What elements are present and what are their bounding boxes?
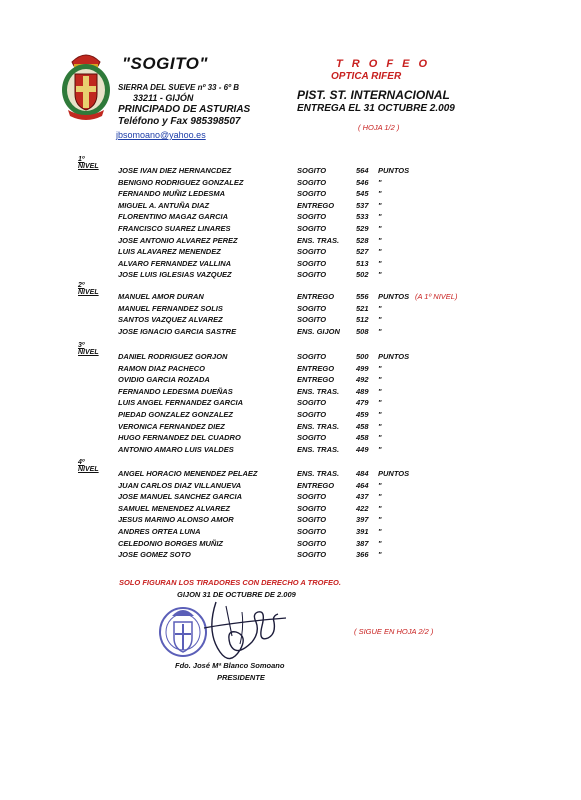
shooter-unit: " [378, 224, 382, 233]
shooter-score: 556 [356, 292, 369, 301]
shooter-club: SOGITO [297, 247, 327, 257]
shooter-unit: " [378, 258, 382, 268]
shooter-name: ANDRES ORTEA LUNA [118, 527, 201, 536]
result-row [0, 527, 581, 538]
shooter-club: SOGITO [297, 258, 327, 268]
club-name: "SOGITO" [122, 54, 208, 73]
shooter-score: 397 [356, 515, 369, 525]
shooter-club: ENS. GIJON [297, 326, 340, 336]
shooter-club: SOGITO [297, 303, 327, 313]
shooter-club: SOGITO [297, 398, 327, 408]
shooter-score: 545 [356, 189, 369, 199]
shooter-unit: " [378, 527, 382, 536]
address-postcode: 33211 - GIJÓN [133, 93, 194, 103]
result-row [0, 315, 581, 326]
shooter-name: MIGUEL A. ANTUÑA DIAZ [118, 200, 210, 210]
shooter-club: ENTREGO [297, 480, 335, 490]
shooter-name: JOSE ANTONIO ALVAREZ PEREZ [118, 235, 238, 245]
shooter-unit: " [378, 235, 382, 245]
shooter-club: SOGITO [297, 492, 327, 502]
result-row [0, 292, 581, 303]
shooter-club: SOGITO [297, 315, 327, 325]
sheet-number: ( HOJA 1/2 ) [358, 123, 400, 132]
shooter-club: SOGITO [297, 212, 327, 222]
shooter-score: 521 [356, 303, 369, 313]
shooter-name: JESUS MARINO ALONSO AMOR [118, 515, 234, 525]
shooter-unit: " [378, 375, 382, 385]
shooter-score: 564 [356, 166, 369, 175]
shooter-club: ENTREGO [297, 363, 335, 373]
shooter-unit: " [378, 503, 382, 513]
shooter-score: 537 [356, 200, 369, 210]
shooter-score: 528 [356, 235, 369, 245]
email-link[interactable]: jbsomoano@yahoo.es [116, 130, 206, 140]
result-row [0, 166, 581, 177]
signature [196, 592, 296, 672]
shooter-name: JOSE GOMEZ SOTO [118, 550, 191, 560]
shooter-score: 449 [356, 444, 369, 454]
shooter-club: SOGITO [297, 538, 327, 548]
level-heading: 1º NIVEL [78, 156, 99, 170]
signatory-role: PRESIDENTE [217, 673, 265, 682]
shooter-name: FERNANDO LEDESMA DUEÑAS [118, 386, 233, 396]
event-date: ENTREGA EL 31 OCTUBRE 2.009 [297, 103, 455, 114]
shooter-name: CELEDONIO BORGES MUÑIZ [118, 538, 224, 548]
shooter-unit: " [378, 270, 382, 280]
club-crest-logo [58, 48, 114, 122]
shooter-name: JOSE IGNACIO GARCIA SASTRE [118, 326, 237, 336]
shooter-score: 391 [356, 527, 369, 536]
shooter-score: 459 [356, 410, 369, 419]
shooter-unit: " [378, 398, 382, 408]
shooter-unit: " [378, 303, 382, 313]
shooter-name: PIEDAD GONZALEZ GONZALEZ [118, 410, 233, 419]
shooter-name: SANTOS VAZQUEZ ALVAREZ [118, 315, 223, 325]
shooter-unit: " [378, 433, 382, 443]
result-row [0, 201, 581, 212]
shooter-name: BENIGNO RODRIGUEZ GONZALEZ [118, 177, 244, 187]
trophy-sponsor: OPTICA RIFER [331, 71, 402, 82]
result-row [0, 398, 581, 409]
shooter-unit: " [378, 410, 382, 419]
shooter-club: ENS. TRAS. [297, 386, 340, 396]
shooter-score: 529 [356, 224, 369, 233]
result-row [0, 504, 581, 515]
shooter-score: 499 [356, 363, 369, 373]
shooter-unit: PUNTOS [378, 352, 410, 361]
result-row [0, 550, 581, 561]
address-region: PRINCIPADO DE ASTURIAS [118, 104, 251, 115]
result-row [0, 387, 581, 398]
trophy-heading: T R O F E O [336, 58, 431, 70]
shooter-name: JUAN CARLOS DIAZ VILLANUEVA [118, 480, 242, 490]
shooter-score: 500 [356, 352, 369, 361]
shooter-score: 387 [356, 538, 369, 548]
result-row [0, 445, 581, 456]
shooter-club: SOGITO [297, 270, 327, 280]
result-row [0, 375, 581, 386]
shooter-unit: " [378, 515, 382, 525]
shooter-score: 484 [356, 469, 369, 478]
shooter-score: 489 [356, 386, 369, 396]
result-row [0, 247, 581, 258]
trophy-notice: SOLO FIGURAN LOS TIRADORES CON DERECHO A TROFEO. [119, 578, 341, 587]
shooter-unit: PUNTOS [378, 166, 410, 175]
continued-note: ( SIGUE EN HOJA 2/2 ) [354, 627, 434, 636]
result-row [0, 236, 581, 247]
shooter-score: 366 [356, 550, 369, 560]
shooter-unit: " [378, 480, 382, 490]
level-heading: 2º NIVEL [78, 282, 99, 296]
shooter-score: 502 [356, 270, 369, 280]
shooter-name: RAMON DIAZ PACHECO [118, 363, 205, 373]
shooter-club: ENTREGO [297, 375, 335, 385]
shooter-club: SOGITO [297, 352, 327, 361]
shooter-name: FLORENTINO MAGAZ GARCIA [118, 212, 228, 222]
shooter-club: SOGITO [297, 527, 327, 536]
shooter-name: ANGEL HORACIO MENENDEZ PELAEZ [118, 469, 258, 478]
shooter-name: JOSE MANUEL SANCHEZ GARCIA [118, 492, 243, 502]
shooter-unit: " [378, 386, 382, 396]
address-street: SIERRA DEL SUEVE nº 33 - 6º B [118, 83, 239, 92]
shooter-score: 458 [356, 421, 369, 431]
shooter-score: 464 [356, 480, 369, 490]
phone-fax: Teléfono y Fax 985398507 [118, 116, 241, 127]
result-row [0, 270, 581, 281]
result-row [0, 259, 581, 270]
shooter-unit: " [378, 421, 382, 431]
shooter-name: JOSE IVAN DIEZ HERNANCDEZ [118, 166, 232, 175]
result-row [0, 433, 581, 444]
shooter-unit: " [378, 444, 382, 454]
shooter-unit: " [378, 315, 382, 325]
shooter-club: SOGITO [297, 177, 327, 187]
result-row [0, 178, 581, 189]
result-row [0, 492, 581, 503]
shooter-club: SOGITO [297, 503, 327, 513]
shooter-club: SOGITO [297, 166, 327, 175]
shooter-club: SOGITO [297, 515, 327, 525]
shooter-name: HUGO FERNANDEZ DEL CUADRO [118, 433, 241, 443]
shooter-unit: PUNTOS [378, 469, 410, 478]
shooter-score: 546 [356, 177, 369, 187]
shooter-unit: " [378, 247, 382, 257]
shooter-name: SAMUEL MENENDEZ ALVAREZ [118, 503, 230, 513]
shooter-name: DANIEL RODRIGUEZ GORJON [118, 352, 228, 361]
shooter-unit: " [378, 538, 382, 548]
result-row [0, 469, 581, 480]
result-row [0, 481, 581, 492]
shooter-score: 422 [356, 503, 369, 513]
shooter-unit: " [378, 326, 382, 336]
result-row [0, 515, 581, 526]
shooter-club: SOGITO [297, 550, 327, 560]
shooter-unit: " [378, 550, 382, 560]
result-row [0, 422, 581, 433]
result-row [0, 352, 581, 363]
shooter-unit: PUNTOS [378, 292, 410, 301]
shooter-name: MANUEL AMOR DURAN [118, 292, 204, 301]
shooter-club: ENS. TRAS. [297, 421, 340, 431]
shooter-score: 479 [356, 398, 369, 408]
shooter-unit: " [378, 212, 382, 222]
shooter-unit: " [378, 363, 382, 373]
shooter-score: 513 [356, 258, 369, 268]
shooter-note: (A 1º NIVEL) [415, 292, 458, 301]
shooter-name: LUIS ALAVAREZ MENENDEZ [118, 247, 221, 257]
shooter-name: JOSE LUIS IGLESIAS VAZQUEZ [118, 270, 232, 280]
shooter-club: ENTREGO [297, 200, 335, 210]
result-row [0, 189, 581, 200]
level-heading: 4º NIVEL [78, 459, 99, 473]
result-row [0, 364, 581, 375]
shooter-unit: " [378, 189, 382, 199]
result-row [0, 539, 581, 550]
shooter-score: 458 [356, 433, 369, 443]
result-row [0, 327, 581, 338]
shooter-name: VERONICA FERNANDEZ DIEZ [118, 421, 225, 431]
event-discipline: PIST. ST. INTERNACIONAL [297, 88, 450, 102]
place-date: GIJON 31 DE OCTUBRE DE 2.009 [177, 590, 296, 599]
shooter-club: SOGITO [297, 410, 327, 419]
shooter-name: OVIDIO GARCIA ROZADA [118, 375, 210, 385]
shooter-club: ENS. TRAS. [297, 444, 340, 454]
shooter-score: 508 [356, 326, 369, 336]
shooter-unit: " [378, 177, 382, 187]
shooter-club: SOGITO [297, 433, 327, 443]
shooter-name: ANTONIO AMARO LUIS VALDES [118, 444, 234, 454]
shooter-score: 512 [356, 315, 369, 325]
shooter-unit: " [378, 200, 382, 210]
shooter-score: 492 [356, 375, 369, 385]
shooter-unit: " [378, 492, 382, 502]
shooter-score: 437 [356, 492, 369, 502]
shooter-name: FERNANDO MUÑIZ LEDESMA [118, 189, 226, 199]
result-row [0, 410, 581, 421]
result-row [0, 304, 581, 315]
shooter-club: SOGITO [297, 189, 327, 199]
shooter-club: SOGITO [297, 224, 327, 233]
shooter-score: 527 [356, 247, 369, 257]
shooter-name: MANUEL FERNANDEZ SOLIS [118, 303, 223, 313]
level-heading: 3º NIVEL [78, 342, 99, 356]
result-row [0, 224, 581, 235]
shooter-name: ALVARO FERNANDEZ VALLINA [118, 258, 232, 268]
shooter-score: 533 [356, 212, 369, 222]
shooter-club: ENS. TRAS. [297, 469, 340, 478]
shooter-name: LUIS ANGEL FERNANDEZ GARCIA [118, 398, 244, 408]
result-row [0, 212, 581, 223]
shooter-club: ENTREGO [297, 292, 335, 301]
shooter-club: ENS. TRAS. [297, 235, 340, 245]
shooter-name: FRANCISCO SUAREZ LINARES [118, 224, 231, 233]
signatory-name: Fdo. José Mª Blanco Somoano [175, 661, 285, 670]
